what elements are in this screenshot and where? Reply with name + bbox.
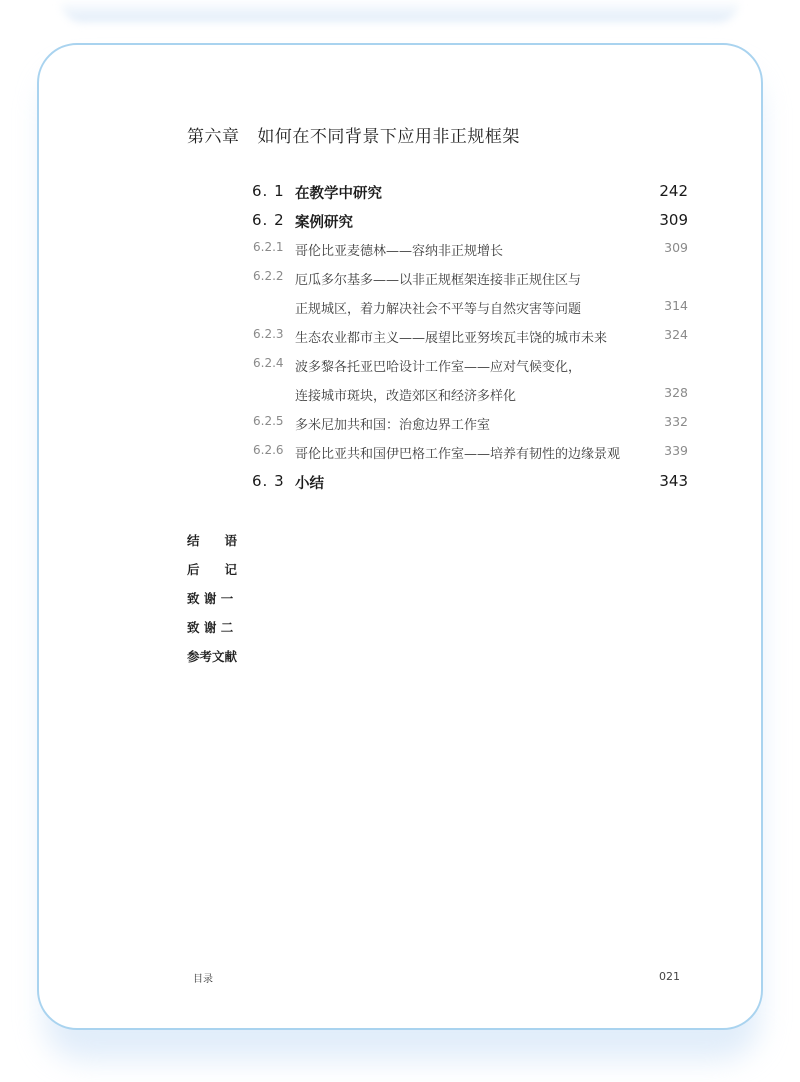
toc-number: 6.2.1	[253, 240, 284, 254]
toc-page-number: 324	[664, 327, 688, 342]
toc-page-number: 314	[664, 298, 688, 313]
toc-title: 哥伦比亚共和国伊巴格工作室——培养有韧性的边缘景观	[295, 447, 621, 462]
back-matter-item: 参考文献	[187, 649, 238, 664]
top-glow	[60, 0, 740, 22]
toc-number: 6. 3	[252, 472, 285, 490]
toc-title: 正规城区，着力解决社会不平等与自然灾害等问题	[295, 302, 582, 317]
toc-title: 小结	[295, 475, 324, 492]
back-matter-item: 后 记	[187, 562, 238, 577]
back-matter-item: 致 谢 二	[187, 620, 234, 635]
toc-number: 6.2.5	[253, 414, 284, 428]
page-card	[37, 43, 763, 1030]
toc-page-number: 309	[664, 240, 688, 255]
toc-title: 连接城市斑块，改造郊区和经济多样化	[295, 389, 517, 404]
toc-page-number: 339	[664, 443, 688, 458]
toc-page-number: 309	[659, 211, 688, 229]
toc-title: 案例研究	[295, 214, 353, 231]
toc-page-number: 242	[659, 182, 688, 200]
back-matter-item: 致 谢 一	[187, 591, 234, 606]
toc-title: 生态农业都市主义——展望比亚努埃瓦丰饶的城市未来	[295, 331, 608, 346]
toc-page-number: 343	[659, 472, 688, 490]
chapter-title: 如何在不同背景下应用非正规框架	[257, 127, 520, 147]
toc-number: 6.2.6	[253, 443, 284, 457]
toc-number: 6.2.3	[253, 327, 284, 341]
toc-title: 在教学中研究	[295, 185, 382, 202]
footer-page-number: 021	[659, 970, 680, 983]
toc-title: 多米尼加共和国：治愈边界工作室	[295, 418, 491, 433]
footer-section-label: 目录	[193, 974, 213, 985]
toc-page-number: 328	[664, 385, 688, 400]
toc-title: 哥伦比亚麦德林——容纳非正规增长	[295, 244, 504, 259]
toc-number: 6. 2	[252, 211, 285, 229]
chapter-number: 第六章	[187, 127, 240, 147]
toc-title: 厄瓜多尔基多——以非正规框架连接非正规住区与	[295, 273, 582, 288]
toc-page-number: 332	[664, 414, 688, 429]
toc-number: 6.2.4	[253, 356, 284, 370]
toc-title: 波多黎各托亚巴哈设计工作室——应对气候变化，	[295, 360, 582, 375]
toc-number: 6. 1	[252, 182, 285, 200]
toc-number: 6.2.2	[253, 269, 284, 283]
back-matter-item: 结 语	[187, 533, 238, 548]
chapter-heading	[187, 122, 520, 147]
